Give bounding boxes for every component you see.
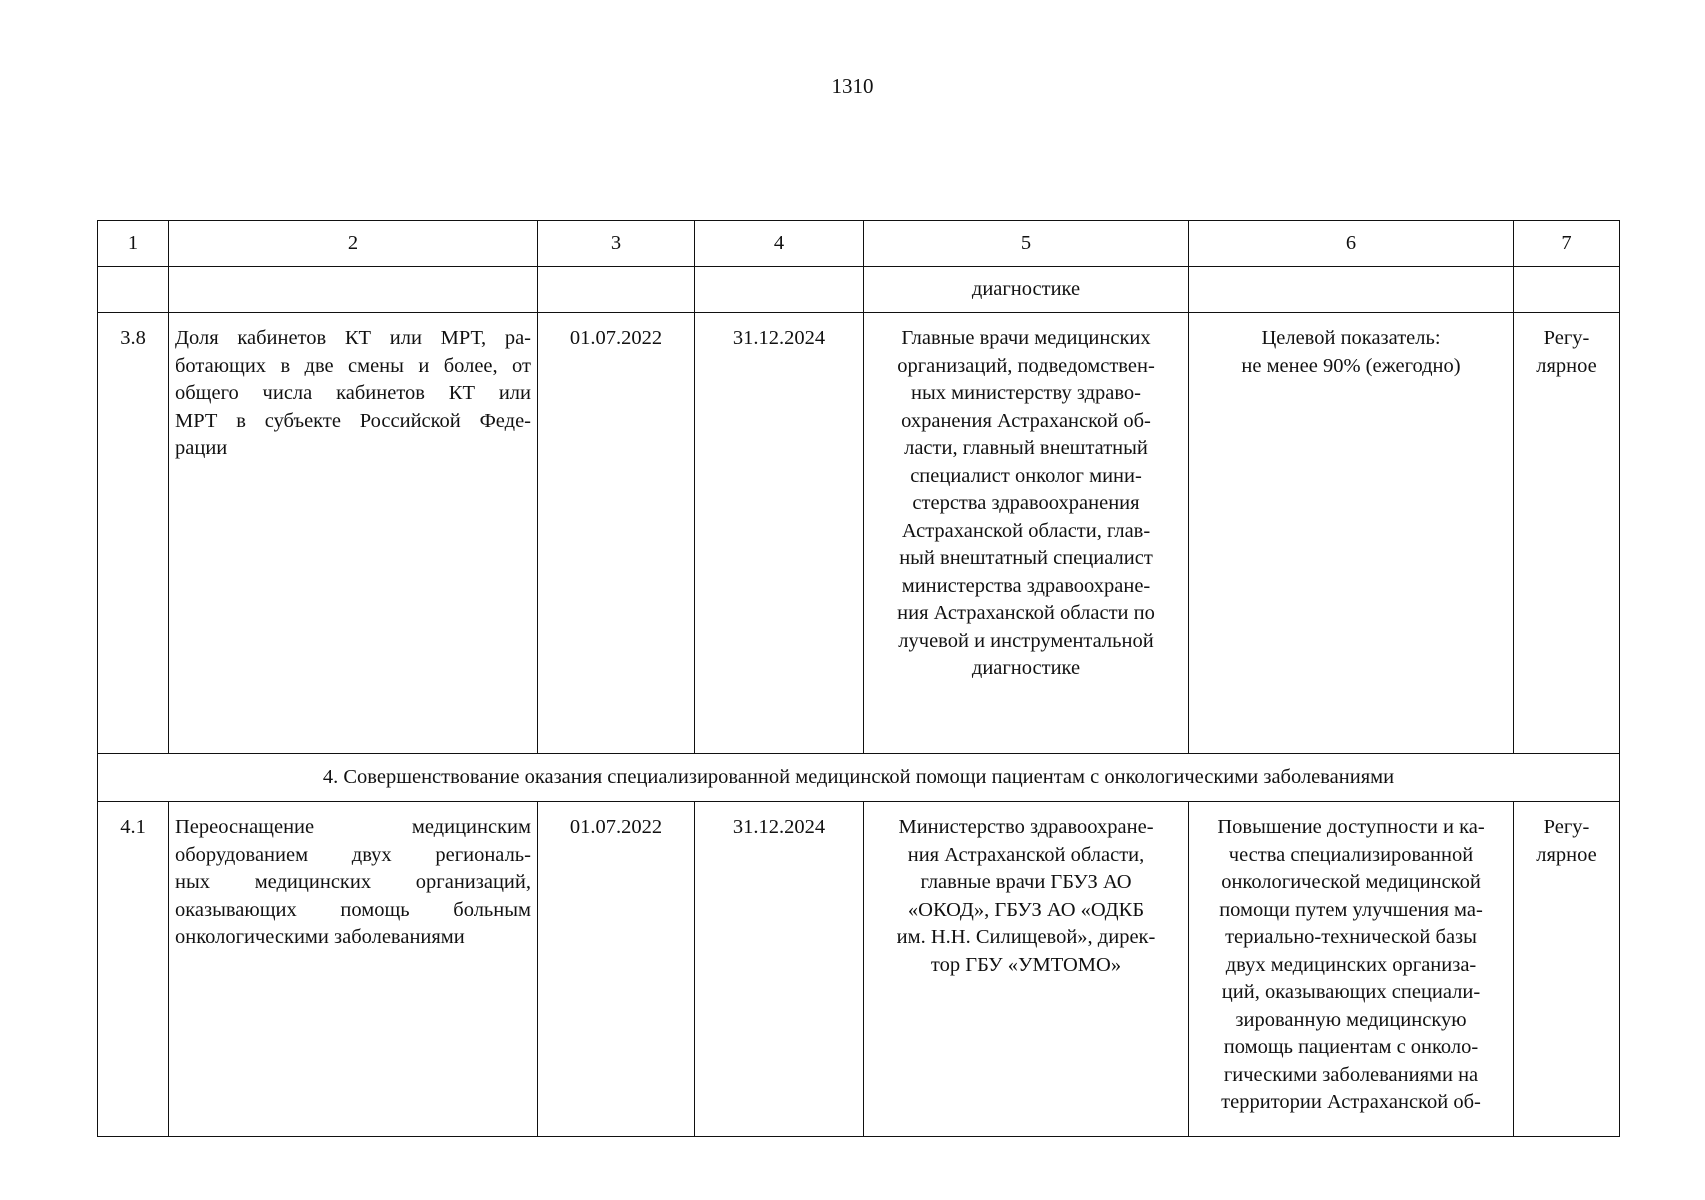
measure-description xyxy=(169,802,538,1137)
section-row-4 xyxy=(98,754,1620,802)
header-row xyxy=(98,221,1620,267)
type-text: Регу- лярное xyxy=(1536,327,1597,377)
responsible-text: Министерство здравоохране- ния Астраханской области, главные врачи ГБУЗ АО «ОКОД», ГБУЗ АО «ОДКБ им. Н.Н. Силищевой», дирек- тор ГБУ «УМТОМО» xyxy=(896,816,1156,976)
description-line: оборудованием двух региональ- xyxy=(175,843,531,866)
header-col-2: 2 xyxy=(169,221,538,267)
page-number: 1310 xyxy=(831,74,874,98)
measure-description xyxy=(169,313,538,754)
expected-result xyxy=(1189,313,1514,754)
description-line: ботающих в две смены и более, от xyxy=(175,354,531,377)
description-line: МРТ в субъекте Российской Феде- xyxy=(175,409,531,432)
description-line: рации xyxy=(175,437,228,459)
header-col-3: 3 xyxy=(538,221,695,267)
responsible-text: Главные врачи медицинских организаций, подведомствен- ных министерству здраво- охранения Астраханской об- ласти, главный внештатный специалист онколог мини- стерства здравоохранения Астраханской области, глав- ный внештатный специалист министерства здравоохране- ния Астраханской области по лучевой и инструментальной диагностике xyxy=(897,327,1155,679)
measures-table xyxy=(97,220,1620,1137)
measure-type xyxy=(1514,313,1620,754)
end-date: 31.12.2024 xyxy=(695,313,864,754)
cont-cell-4 xyxy=(695,267,864,313)
end-date: 31.12.2024 xyxy=(695,802,864,1137)
responsible-executors xyxy=(864,802,1189,1137)
header-col-7: 7 xyxy=(1514,221,1620,267)
header-col-5: 5 xyxy=(864,221,1189,267)
cont-cell-7 xyxy=(1514,267,1620,313)
responsible-executors xyxy=(864,313,1189,754)
measure-type xyxy=(1514,802,1620,1137)
description-line: онкологическими заболеваниями xyxy=(175,926,465,948)
cont-cell-6 xyxy=(1189,267,1514,313)
table-row-4-1 xyxy=(98,802,1620,1137)
cont-cell-5: диагностике xyxy=(864,267,1189,313)
header-col-6: 6 xyxy=(1189,221,1514,267)
section-title: 4. Совершенствование оказания специализированной медицинской помощи пациентам с онкологическими заболеваниями xyxy=(98,754,1620,802)
description-line: Доля кабинетов КТ или МРТ, ра- xyxy=(175,327,531,349)
description-line: оказывающих помощь больным xyxy=(175,898,531,921)
description-line: ных медицинских организаций, xyxy=(175,871,531,893)
cont-cell-3 xyxy=(538,267,695,313)
header-col-1: 1 xyxy=(98,221,169,267)
row-number: 4.1 xyxy=(98,802,169,1137)
type-text: Регу- лярное xyxy=(1536,816,1597,866)
table-row-3-8 xyxy=(98,313,1620,754)
row-number: 3.8 xyxy=(98,313,169,754)
cont-cell-2 xyxy=(169,267,538,313)
header-col-4: 4 xyxy=(695,221,864,267)
result-text: Повышение доступности и ка- чества специализированной онкологической медицинской помощи путем улучшения ма- териально-технической базы двух медицинских организа- ций, оказывающих специали- зированную медицинскую помощь пациентам с онколо- гическими заболеваниями на территории Астраханской об- xyxy=(1217,816,1485,1113)
description-line: общего числа кабинетов КТ или xyxy=(175,382,531,404)
start-date: 01.07.2022 xyxy=(538,802,695,1137)
description-line: Переоснащение медицинским xyxy=(175,816,531,838)
continuation-row xyxy=(98,267,1620,313)
start-date: 01.07.2022 xyxy=(538,313,695,754)
cont-cell-1 xyxy=(98,267,169,313)
expected-result xyxy=(1189,802,1514,1137)
result-text: Целевой показатель: не менее 90% (ежегодно) xyxy=(1241,327,1461,377)
